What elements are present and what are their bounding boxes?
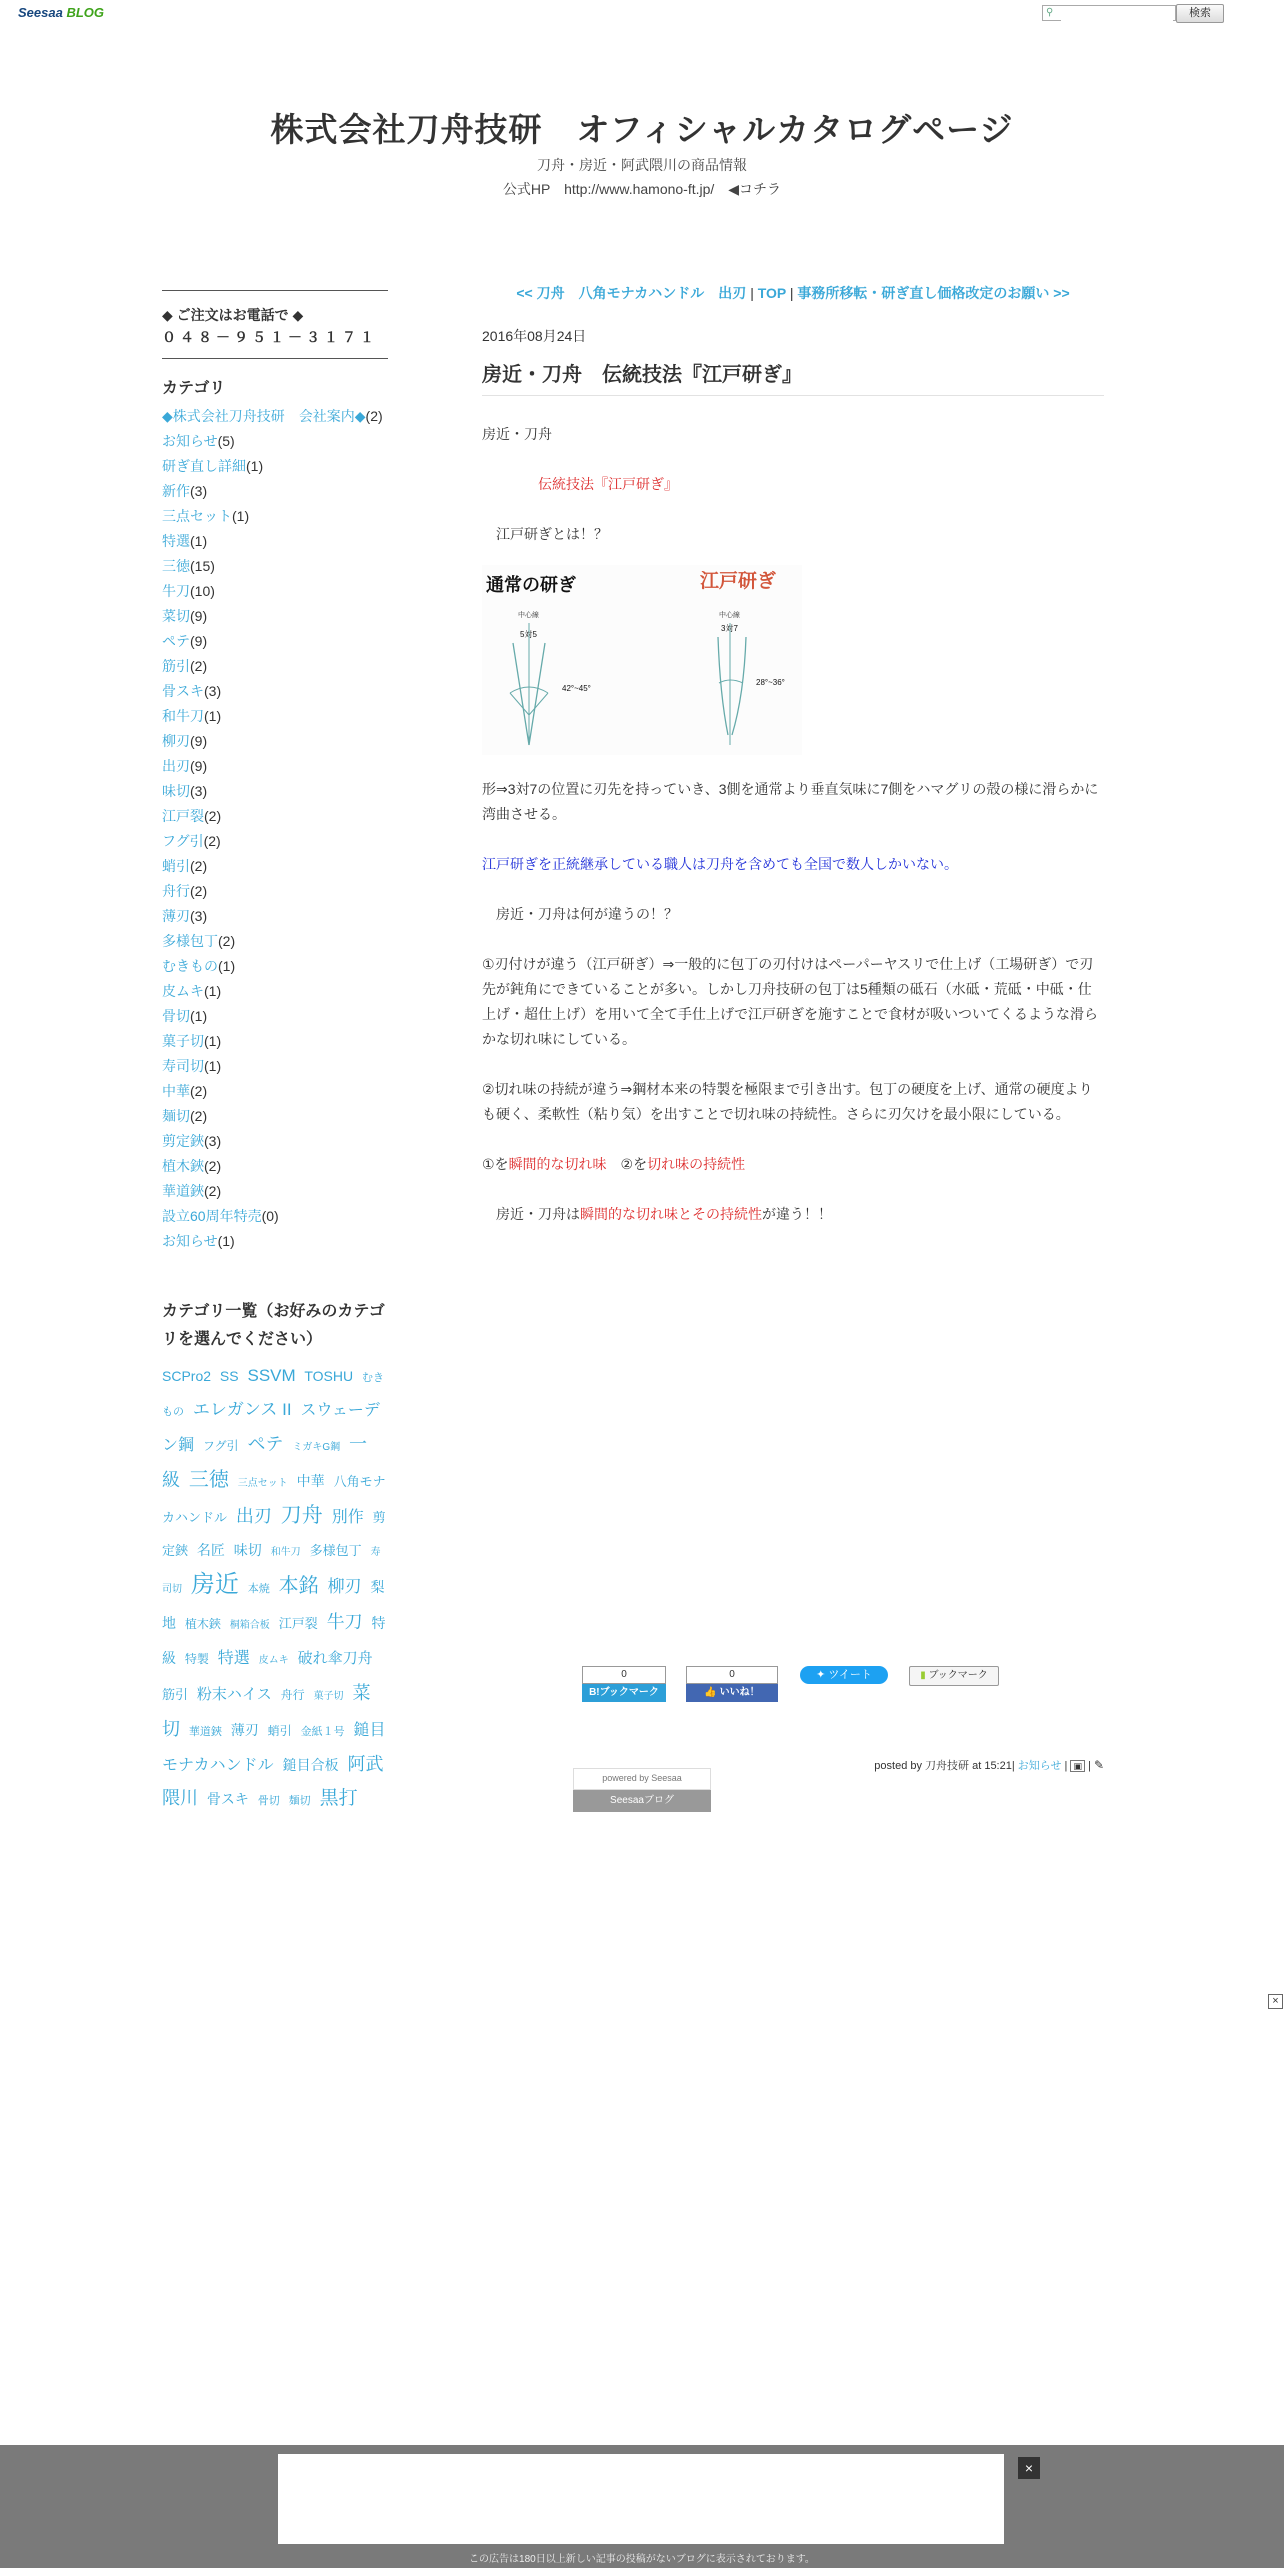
category-item <box>162 1204 388 1229</box>
category-item <box>162 1079 388 1104</box>
footer-sep: | <box>1064 1760 1068 1772</box>
ad-close-button[interactable]: × <box>1018 2457 1040 2479</box>
logo-seesaa: Seesaa <box>18 5 63 20</box>
tag-link[interactable]: 剪定鋏 <box>162 1510 386 1558</box>
category-count: (5) <box>217 433 235 449</box>
hatena-count: 0 <box>582 1666 666 1684</box>
tag-link[interactable]: 多様包丁 <box>309 1543 362 1558</box>
post-paragraph-red: 伝統技法『江戸研ぎ』 <box>538 476 678 492</box>
category-item <box>162 704 388 729</box>
category-link[interactable]: 麺切 <box>162 1108 190 1124</box>
category-count: (1) <box>204 983 222 999</box>
category-link[interactable]: 江戸裂 <box>162 808 204 824</box>
categories-heading: カテゴリ <box>162 380 226 397</box>
angle-label: 28°~36° <box>756 678 785 687</box>
category-item <box>162 1029 388 1054</box>
tag-link[interactable]: 一級 <box>162 1434 367 1490</box>
tag-link[interactable]: 牛刀 <box>326 1612 363 1632</box>
tag-link[interactable]: TOSHU <box>304 1368 354 1384</box>
post-paragraph: ②切れ味の持続が違う⇒鋼材本来の特製を極限まで引き出す。包丁の硬度を上げ、通常の硬度よりも硬く、柔軟性（粘り気）を出すことで切れ味の持続性。さらに刃欠けを最小限にしている。 <box>482 1081 1093 1122</box>
tag-link[interactable]: 刀舟 <box>280 1504 323 1527</box>
fb-label-text: いいね！ <box>719 1687 760 1698</box>
category-link[interactable]: ペテ <box>162 633 190 649</box>
official-hp-link[interactable]: 公式HP http://www.hamono-ft.jp/ ◀コチラ <box>502 181 782 197</box>
phone-number: ０４８－９５１－３１７１ <box>162 329 378 345</box>
category-link[interactable]: 設立60周年特売 <box>162 1208 262 1224</box>
divider <box>162 358 388 359</box>
category-count: (1) <box>190 533 208 549</box>
powered-by-block <box>573 1768 711 1812</box>
category-item <box>162 479 388 504</box>
category-link[interactable]: 華道鋏 <box>162 1183 204 1199</box>
category-count: (2) <box>204 1183 222 1199</box>
category-link[interactable]: 植木鋏 <box>162 1158 204 1174</box>
tag-link[interactable]: 梨地 <box>162 1579 385 1631</box>
tag-link[interactable]: フグ引 <box>202 1439 239 1453</box>
category-item <box>162 1104 388 1129</box>
twitter-bird-icon: ✦ <box>816 1669 826 1681</box>
category-item <box>162 979 388 1004</box>
category-count: (9) <box>190 758 208 774</box>
tag-link[interactable]: ミガキG鋼 <box>292 1442 341 1453</box>
category-count: (15) <box>190 558 215 574</box>
category-item <box>162 1129 388 1154</box>
category-item <box>162 879 388 904</box>
category-link[interactable]: 特選 <box>162 533 190 549</box>
tag-link[interactable]: 菜切 <box>162 1683 371 1739</box>
category-link[interactable]: 骨切 <box>162 1008 190 1024</box>
search-icon: ⚲ <box>1046 7 1054 18</box>
sidebar <box>162 290 388 1817</box>
fb-count: 0 <box>686 1666 778 1684</box>
tag-link[interactable]: 八角モナカハンドル <box>162 1474 386 1525</box>
category-count: (2) <box>204 1158 222 1174</box>
tag-link[interactable]: 破れ傘刀舟 <box>297 1650 373 1667</box>
category-item <box>162 429 388 454</box>
category-item <box>162 854 388 879</box>
tweet-label: ツイート <box>828 1669 872 1681</box>
category-item <box>162 804 388 829</box>
conclusion-part: が違う！！ <box>762 1206 832 1222</box>
category-item <box>162 454 388 479</box>
tag-link[interactable]: 舟行 <box>280 1688 305 1702</box>
tag-link[interactable]: スウェーデン鋼 <box>162 1402 380 1454</box>
bookmark-button[interactable] <box>909 1666 999 1686</box>
normal-grind-title: 通常の研ぎ <box>486 575 576 595</box>
category-item <box>162 1179 388 1204</box>
category-link[interactable]: 剪定鋏 <box>162 1133 204 1149</box>
top-bar <box>0 0 1284 26</box>
category-item <box>162 1154 388 1179</box>
tag-link[interactable]: 筋引 <box>162 1687 189 1702</box>
tag-link[interactable]: 房近 <box>190 1571 239 1598</box>
edit-icon[interactable]: ✎ <box>1093 1758 1104 1772</box>
pager-sep: | <box>750 285 754 301</box>
category-count: (9) <box>190 633 208 649</box>
post-paragraph: 房近・刀舟は何が違うの！？ <box>496 906 678 922</box>
category-count: (9) <box>190 608 208 624</box>
category-count: (2) <box>190 883 208 899</box>
category-count: (1) <box>190 1008 208 1024</box>
tag-link[interactable]: SSVM <box>247 1366 296 1385</box>
tag-link[interactable]: 寿司切 <box>162 1547 381 1595</box>
category-count: (3) <box>190 483 208 499</box>
category-count: (0) <box>261 1208 279 1224</box>
tag-link[interactable]: 本銘 <box>278 1575 319 1597</box>
post-paragraph-summary <box>482 1152 1104 1177</box>
fb-label <box>686 1684 778 1702</box>
category-count: (1) <box>232 508 250 524</box>
category-link[interactable]: 新作 <box>162 483 190 499</box>
category-link[interactable]: 菜切 <box>162 608 190 624</box>
main-content <box>482 284 1104 1772</box>
tag-link[interactable]: 三点セット <box>237 1478 288 1489</box>
tag-link[interactable]: 鎚目合板 <box>282 1757 339 1773</box>
category-link[interactable]: むきもの <box>162 958 218 974</box>
tweet-button[interactable] <box>800 1666 888 1684</box>
tag-cloud-heading: カテゴリ一覧（お好みのカテゴリを選んでください） <box>162 1303 385 1348</box>
tag-link[interactable]: ペテ <box>247 1434 284 1454</box>
powered-by-seesaa[interactable]: powered by Seesaa <box>573 1768 711 1790</box>
category-item <box>162 1054 388 1079</box>
ratio-label: 3対7 <box>721 624 738 633</box>
tag-link[interactable]: 皮ムキ <box>258 1655 289 1666</box>
category-link[interactable]: 牛刀 <box>162 583 190 599</box>
category-count: (9) <box>190 733 208 749</box>
post-date: 2016年08月24日 <box>482 328 587 344</box>
category-link[interactable]: お知らせ <box>162 1233 218 1249</box>
tag-link[interactable]: 麺切 <box>288 1795 311 1807</box>
category-link[interactable]: 舟行 <box>162 883 190 899</box>
edo-grind-title: 江戸研ぎ <box>700 571 777 592</box>
category-item <box>162 604 388 629</box>
tag-link[interactable]: 植木鋏 <box>184 1617 221 1631</box>
conclusion-highlight: 瞬間的な切れ味とその持続性 <box>580 1206 762 1222</box>
post-paragraph-blue: 江戸研ぎを正統継承している職人は刀舟を含めても全国で数人しかいない。 <box>482 856 958 872</box>
category-count: (3) <box>204 683 222 699</box>
category-item <box>162 504 388 529</box>
tag-link[interactable]: 特製 <box>184 1652 209 1666</box>
category-link[interactable]: 皮ムキ <box>162 983 204 999</box>
search-box <box>1042 5 1176 21</box>
category-item <box>162 629 388 654</box>
category-link[interactable]: 三徳 <box>162 558 190 574</box>
tag-link[interactable]: エレガンス II <box>192 1400 292 1419</box>
category-item <box>162 754 388 779</box>
category-count: (3) <box>190 908 208 924</box>
category-item <box>162 954 388 979</box>
phone-order-block <box>162 291 388 358</box>
category-link[interactable]: 柳刃 <box>162 733 190 749</box>
category-count: (10) <box>190 583 215 599</box>
tag-link[interactable]: 本焼 <box>247 1583 270 1595</box>
seesaa-blog-button[interactable]: Seesaaブログ <box>573 1790 711 1812</box>
tag-link[interactable]: 薄刃 <box>230 1722 259 1738</box>
category-link[interactable]: 研ぎ直し詳細 <box>162 458 246 474</box>
category-item <box>162 929 388 954</box>
logo-blog: BLOG <box>66 5 105 20</box>
footer-sep: | <box>1088 1760 1091 1772</box>
ad-slot[interactable] <box>278 2454 1004 2544</box>
tag-link[interactable]: 特選 <box>217 1650 250 1667</box>
post-paragraph-conclusion <box>482 1202 1104 1227</box>
category-count: (2) <box>190 1083 208 1099</box>
tag-link[interactable]: 中華 <box>296 1473 325 1489</box>
tag-link[interactable]: 柳刃 <box>327 1577 362 1596</box>
post-footer <box>874 1757 1104 1773</box>
category-count: (1) <box>217 1233 235 1249</box>
category-item <box>162 679 388 704</box>
summary-part: ②を <box>606 1156 648 1172</box>
grinding-diagram <box>482 565 802 755</box>
tag-link[interactable]: SCPro2 <box>162 1368 212 1384</box>
tag-link[interactable]: 蛸引 <box>267 1724 292 1738</box>
category-item <box>162 554 388 579</box>
category-link[interactable]: フグ引 <box>162 833 204 849</box>
category-link[interactable]: 中華 <box>162 1083 190 1099</box>
category-item <box>162 1229 388 1254</box>
site-title[interactable]: 株式会社刀舟技研 オフィシャルカタログページ <box>270 111 1014 148</box>
summary-highlight: 瞬間的な切れ味 <box>508 1156 607 1172</box>
category-count: (2) <box>218 933 236 949</box>
summary-part: ①を <box>482 1156 509 1172</box>
category-count: (2) <box>190 658 208 674</box>
tag-link[interactable]: むきもの <box>162 1372 384 1418</box>
category-link[interactable]: 三点セット <box>162 508 232 524</box>
category-count: (3) <box>204 1133 222 1149</box>
bookmark-label: ブックマーク <box>928 1670 988 1681</box>
category-item <box>162 404 388 429</box>
category-count: (2) <box>203 833 221 849</box>
tag-link[interactable]: 菓子切 <box>313 1691 344 1702</box>
category-link[interactable]: 和牛刀 <box>162 708 204 724</box>
category-count: (2) <box>190 1108 208 1124</box>
tag-link[interactable]: 阿武隈川 <box>162 1754 384 1808</box>
tag-link[interactable]: 三徳 <box>188 1469 229 1491</box>
post-title[interactable]: 房近・刀舟 伝統技法『江戸研ぎ』 <box>482 358 1104 396</box>
category-link[interactable]: 味切 <box>162 783 190 799</box>
post-category-link[interactable]: お知らせ <box>1017 1760 1062 1772</box>
category-count: (1) <box>246 458 264 474</box>
hatena-label: B!ブックマーク <box>582 1684 666 1702</box>
category-link[interactable]: 寿司切 <box>162 1058 204 1074</box>
summary-highlight: 切れ味の持続性 <box>647 1156 746 1172</box>
grinding-comparison-figure <box>482 565 802 755</box>
bookmark-icon: ▮ <box>920 1670 926 1681</box>
category-link[interactable]: お知らせ <box>162 433 218 449</box>
category-item <box>162 904 388 929</box>
category-link[interactable]: ◆株式会社刀舟技研 会社案内◆ <box>162 408 366 424</box>
category-count: (1) <box>204 1058 222 1074</box>
phone-heading: ◆ ご注文はお電話で ◆ <box>162 307 304 323</box>
tag-link[interactable]: 粉末ハイス <box>196 1686 272 1703</box>
tag-link[interactable]: 和牛刀 <box>270 1547 301 1558</box>
tag-link[interactable]: 骨切 <box>257 1795 280 1807</box>
posted-by: posted by 刀舟技研 at 15:21| <box>874 1760 1015 1772</box>
category-link[interactable]: 筋引 <box>162 658 190 674</box>
hatena-bookmark-button[interactable] <box>582 1666 666 1702</box>
tag-link[interactable]: 骨スキ <box>206 1791 249 1807</box>
ad-overlay <box>0 2445 1284 2568</box>
tag-link[interactable]: 鎚目モナカハンドル <box>162 1722 386 1774</box>
post-paragraph: 房近・刀舟 <box>482 426 552 442</box>
prev-post-link[interactable]: << 刀舟 八角モナカハンドル 出刃 <box>516 285 747 301</box>
search-button[interactable]: 検索 <box>1176 4 1224 23</box>
category-item <box>162 729 388 754</box>
category-count: (2) <box>365 408 383 424</box>
category-count: (2) <box>204 808 222 824</box>
tag-link[interactable]: 黒打 <box>319 1788 358 1809</box>
search-input[interactable] <box>1061 11 1173 23</box>
post-paragraph: 形⇒3対7の位置に刃先を持っていき、3側を通常より垂直気味に7側をハマグリの殻の様に滑らかに湾曲させる。 <box>482 781 1099 822</box>
site-description: 刀舟・房近・阿武隈川の商品情報 <box>537 157 747 173</box>
ad-note: この広告は180日以上新しい記事の投稿がないブログに表示されております。 <box>469 2554 815 2565</box>
category-item <box>162 779 388 804</box>
category-count: (3) <box>190 783 208 799</box>
tag-link[interactable]: 別作 <box>331 1509 364 1526</box>
ratio-label: 5対5 <box>520 630 537 639</box>
tag-link[interactable]: 名匠 <box>196 1542 225 1558</box>
category-list <box>162 404 388 1254</box>
comment-icon[interactable]: ▣ <box>1070 1760 1085 1772</box>
angle-label: 42°~45° <box>562 684 591 693</box>
tag-link[interactable]: 金紙１号 <box>300 1726 345 1738</box>
category-item <box>162 654 388 679</box>
tag-link[interactable]: 味切 <box>233 1542 262 1558</box>
center-line-label: 中心線 <box>719 612 740 619</box>
category-link[interactable]: 骨スキ <box>162 683 204 699</box>
category-link[interactable]: 蛸引 <box>162 858 190 874</box>
tag-cloud <box>162 1360 388 1817</box>
tag-link[interactable]: 華道鋏 <box>188 1726 222 1738</box>
category-item <box>162 829 388 854</box>
close-icon[interactable]: × <box>1268 1994 1283 2009</box>
tag-link[interactable]: 特級 <box>162 1615 386 1666</box>
share-buttons <box>582 1666 1022 1706</box>
conclusion-part: 房近・刀舟は <box>496 1206 580 1222</box>
post-paragraph: 江戸研ぎとは！？ <box>496 526 608 542</box>
category-count: (1) <box>218 958 236 974</box>
category-item <box>162 529 388 554</box>
tag-link[interactable]: 出刃 <box>235 1506 272 1526</box>
category-link[interactable]: 出刃 <box>162 758 190 774</box>
tag-link[interactable]: 桐箱合板 <box>229 1620 270 1631</box>
pager-sep: | <box>789 285 794 301</box>
center-line-label: 中心線 <box>518 612 539 619</box>
category-item <box>162 1004 388 1029</box>
tag-link[interactable]: 江戸裂 <box>278 1616 318 1631</box>
tag-link[interactable]: SS <box>219 1368 239 1384</box>
post-paragraph: ①刃付けが違う（江戸研ぎ）⇒一般的に包丁の刃付けはペーパーヤスリで仕上げ（工場研ぎ）で刃先が鈍角にできていることが多い。しかし刀舟技研の包丁は5種類の砥石（水砥・荒砥・中砥・仕上げ・超仕上げ）を用いて全て手仕上げで江戸研ぎを施すことで食材が吸いついてくるような滑らかな切れ味にしている。 <box>482 956 1098 1047</box>
category-item <box>162 579 388 604</box>
post-body <box>482 396 1104 1227</box>
category-link[interactable]: 多様包丁 <box>162 933 218 949</box>
seesaa-blog-logo[interactable] <box>18 5 104 20</box>
thumbs-up-icon: 👍 <box>704 1687 717 1698</box>
category-count: (2) <box>190 858 208 874</box>
category-count: (1) <box>204 1033 222 1049</box>
facebook-like-button[interactable] <box>686 1666 778 1702</box>
post-pager <box>482 284 1104 302</box>
next-post-link[interactable]: 事務所移転・研ぎ直し価格改定のお願い >> <box>797 285 1070 301</box>
category-link[interactable]: 薄刃 <box>162 908 190 924</box>
category-link[interactable]: 菓子切 <box>162 1033 204 1049</box>
category-count: (1) <box>204 708 222 724</box>
top-link[interactable]: TOP <box>757 285 786 301</box>
